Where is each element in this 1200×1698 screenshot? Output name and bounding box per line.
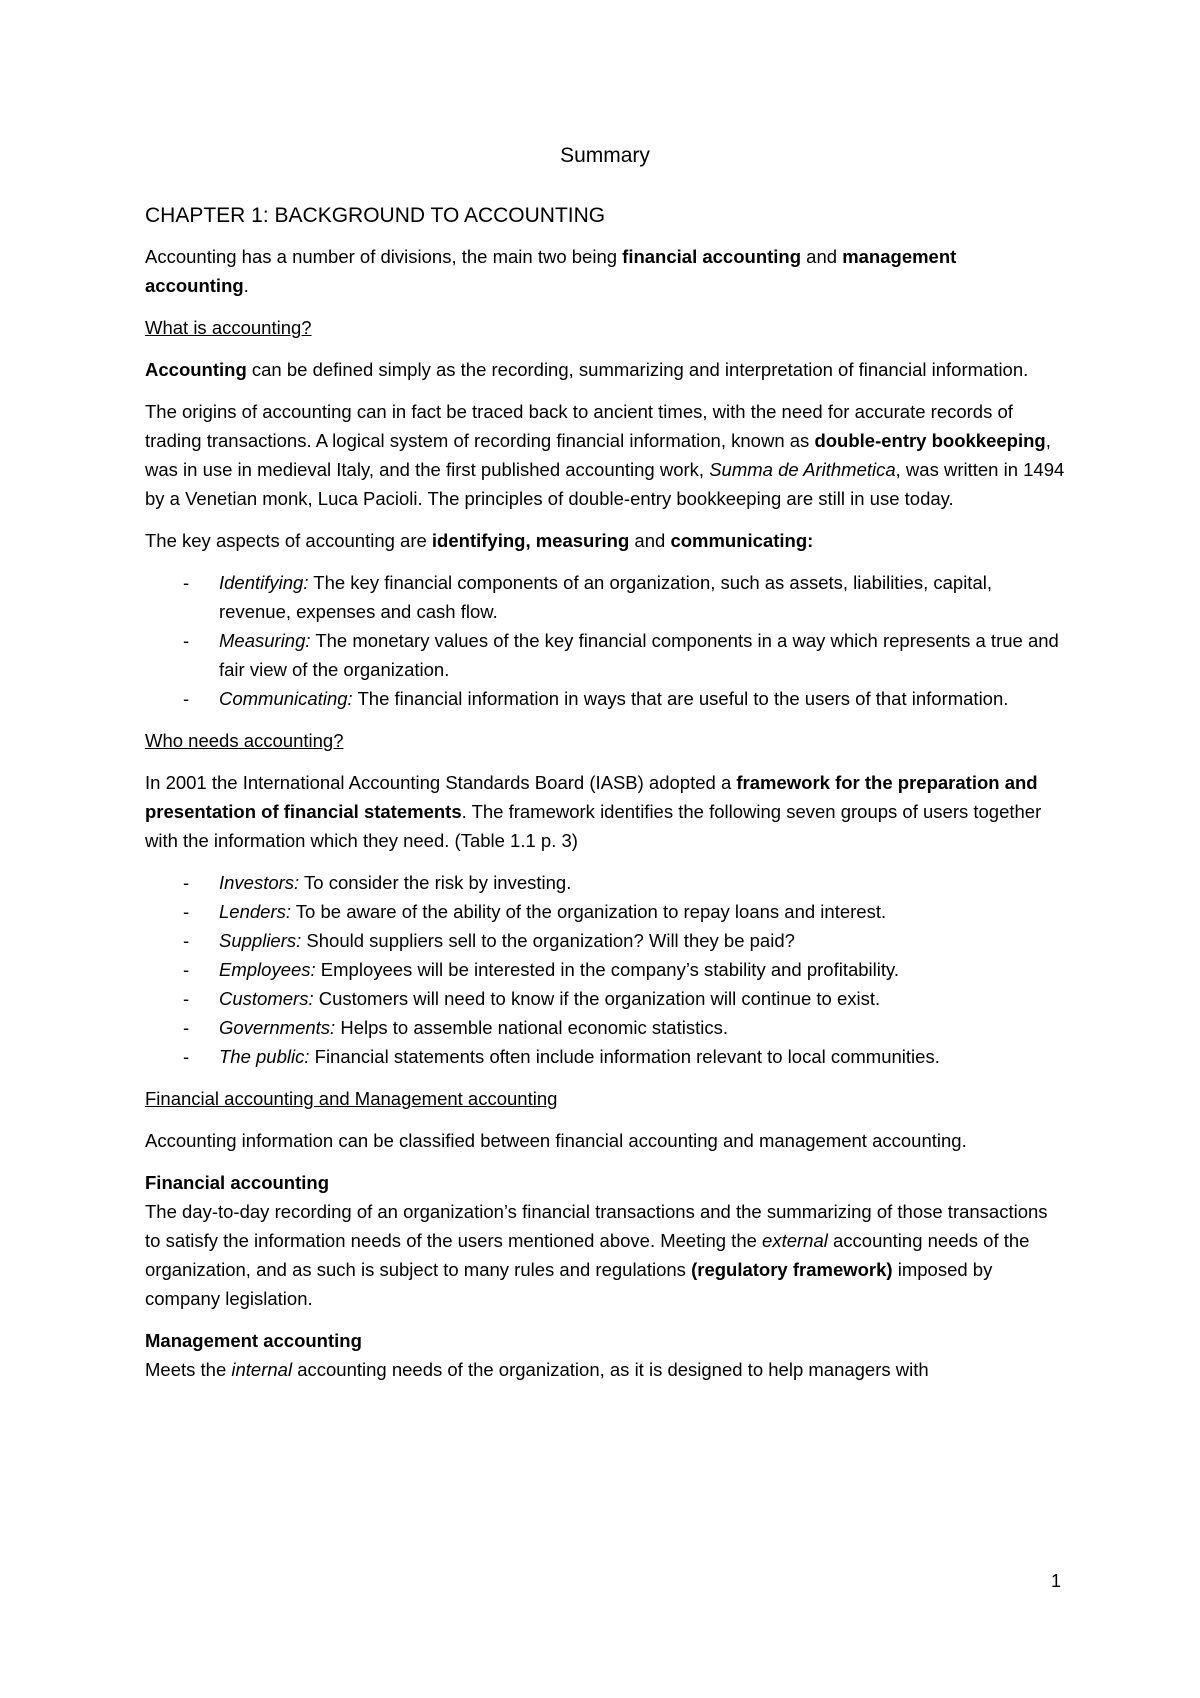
origins-bold-double-entry: double-entry bookkeeping <box>814 430 1046 451</box>
list-item-term: The public: <box>219 1046 310 1067</box>
dash-bullet: - <box>183 572 190 593</box>
list-item-text: Should suppliers sell to the organization? Will they be paid? <box>301 930 795 951</box>
list-item <box>145 568 1065 626</box>
list-item <box>145 684 1065 713</box>
intro-paragraph <box>145 242 1065 300</box>
list-item <box>145 897 1065 926</box>
dash-bullet: - <box>183 688 190 709</box>
section-heading-who-needs: Who needs accounting? <box>145 730 344 751</box>
aspects-text-2: and <box>629 530 671 551</box>
key-aspects-paragraph <box>145 526 1065 555</box>
list-item-term: Suppliers: <box>219 930 302 951</box>
list-item-text: Helps to assemble national economic statistics. <box>335 1017 728 1038</box>
classification-paragraph: Accounting information can be classified between financial accounting and management accounting. <box>145 1130 967 1151</box>
aspects-bold-2: communicating: <box>670 530 814 551</box>
list-item-term: Investors: <box>219 872 300 893</box>
management-accounting-heading: Management accounting <box>145 1330 362 1351</box>
list-item-term: Identifying: <box>219 572 309 593</box>
dash-bullet: - <box>183 959 190 980</box>
list-item-term: Governments: <box>219 1017 336 1038</box>
definition-paragraph <box>145 355 1065 384</box>
intro-text-2: and <box>801 246 843 267</box>
origins-italic-summa: Summa de Arithmetica <box>709 459 896 480</box>
iasb-text-1: In 2001 the International Accounting Standards Board (IASB) adopted a <box>145 772 737 793</box>
list-item <box>145 926 1065 955</box>
list-item-text: To consider the risk by investing. <box>299 872 572 893</box>
list-item-text: The key financial components of an organization, such as assets, liabilities, capital, revenue, expenses and cash flow. <box>219 572 992 622</box>
management-accounting-paragraph <box>145 1326 1065 1384</box>
dash-bullet: - <box>183 930 190 951</box>
aspects-bold-1: identifying, measuring <box>431 530 630 551</box>
financial-accounting-paragraph <box>145 1168 1065 1313</box>
key-aspects-list <box>145 568 1065 713</box>
origins-text-1: The origins of accounting can in fact be traced back to ancient times, with the need for accurate records of trading transactions. A logical system of recording financial information, known as <box>145 401 1013 451</box>
fin-italic-external: external <box>762 1230 828 1251</box>
iasb-bold-framework: framework for the preparation and presentation of financial statements <box>145 772 1038 822</box>
list-item <box>145 984 1065 1013</box>
list-item <box>145 626 1065 684</box>
list-item-term: Customers: <box>219 988 314 1009</box>
fin-text-2: accounting needs of the organization, and as such is subject to many rules and regulations <box>145 1230 1030 1280</box>
list-item-term: Communicating: <box>219 688 353 709</box>
origins-text-2: , was in use in medieval Italy, and the first published accounting work, <box>145 430 1051 480</box>
definition-text: can be defined simply as the recording, summarizing and interpretation of financial information. <box>246 359 1029 380</box>
list-item <box>145 868 1065 897</box>
dash-bullet: - <box>183 872 190 893</box>
list-item <box>145 1013 1065 1042</box>
dash-bullet: - <box>183 988 190 1009</box>
fin-bold-regulatory: (regulatory framework) <box>691 1259 893 1280</box>
dash-bullet: - <box>183 1017 190 1038</box>
list-item-text: The financial information in ways that are useful to the users of that information. <box>352 688 1009 709</box>
chapter-heading: CHAPTER 1: BACKGROUND TO ACCOUNTING <box>145 204 606 227</box>
definition-bold-term: Accounting <box>145 359 247 380</box>
document-title: Summary <box>560 144 650 167</box>
list-item-text: Customers will need to know if the organization will continue to exist. <box>313 988 881 1009</box>
fin-text-3: imposed by company legislation. <box>145 1259 993 1309</box>
list-item-text: Financial statements often include information relevant to local communities. <box>309 1046 940 1067</box>
intro-text-3: . <box>243 275 249 296</box>
intro-bold-financial: financial accounting <box>622 246 802 267</box>
list-item <box>145 1042 1065 1071</box>
list-item-text: To be aware of the ability of the organization to repay loans and interest. <box>291 901 887 922</box>
mgmt-text-2: accounting needs of the organization, as it is designed to help managers with <box>292 1359 929 1380</box>
origins-paragraph <box>145 397 1065 513</box>
intro-text-1: Accounting has a number of divisions, the main two being <box>145 246 623 267</box>
page-content <box>145 144 1065 1397</box>
section-heading-fin-vs-mgmt: Financial accounting and Management accounting <box>145 1088 558 1109</box>
mgmt-italic-internal: internal <box>231 1359 293 1380</box>
mgmt-text-1: Meets the <box>145 1359 232 1380</box>
dash-bullet: - <box>183 901 190 922</box>
aspects-text-1: The key aspects of accounting are <box>145 530 432 551</box>
list-item-term: Measuring: <box>219 630 311 651</box>
list-item-term: Lenders: <box>219 901 291 922</box>
intro-bold-management: management accounting <box>145 246 957 296</box>
section-heading-what-is: What is accounting? <box>145 317 312 338</box>
list-item-text: Employees will be interested in the company’s stability and profitability. <box>315 959 900 980</box>
list-item <box>145 955 1065 984</box>
iasb-text-2: . The framework identifies the following seven groups of users together with the information which they need. (Table 1.1 p. 3) <box>145 801 1042 851</box>
dash-bullet: - <box>183 630 190 651</box>
iasb-paragraph <box>145 768 1065 855</box>
user-groups-list <box>145 868 1065 1071</box>
page-number: 1 <box>1051 1571 1062 1591</box>
financial-accounting-heading: Financial accounting <box>145 1172 329 1193</box>
dash-bullet: - <box>183 1046 190 1067</box>
list-item-text: The monetary values of the key financial components in a way which represents a true and fair view of the organization. <box>219 630 1059 680</box>
list-item-term: Employees: <box>219 959 316 980</box>
origins-text-3: , was written in 1494 by a Venetian monk, Luca Pacioli. The principles of double-entry bookkeeping are still in use today. <box>145 459 1065 509</box>
fin-text-1: The day-to-day recording of an organization’s financial transactions and the summarizing of those transactions to satisfy the information needs of the users mentioned above. Meeting the <box>145 1201 1048 1251</box>
